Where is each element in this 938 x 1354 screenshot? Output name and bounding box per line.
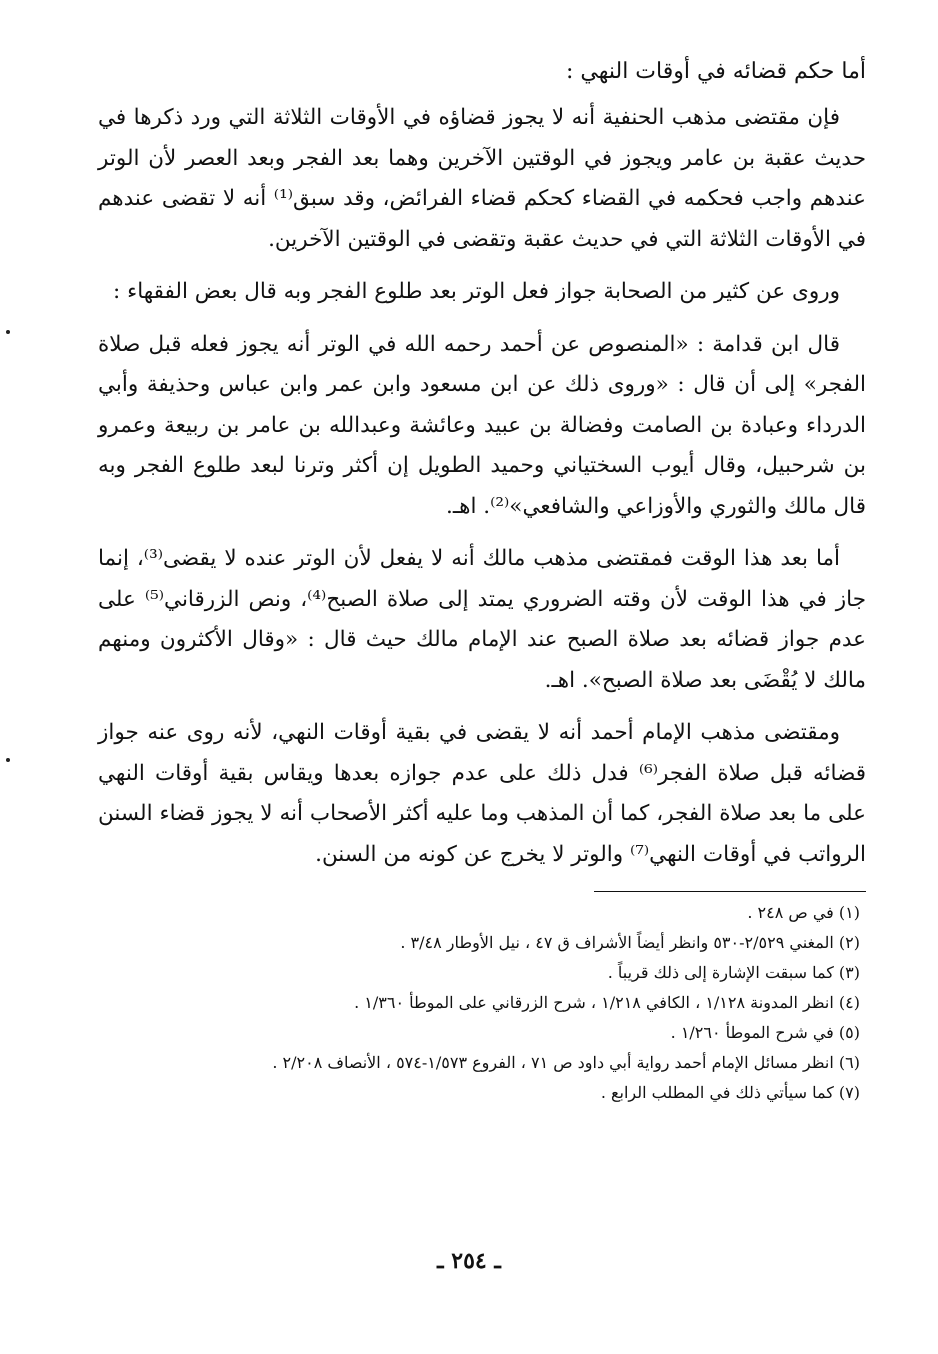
margin-mark	[6, 758, 10, 762]
margin-mark	[6, 330, 10, 334]
footnote-5: (٥) في شرح الموطأ ١/٢٦٠ .	[670, 1023, 860, 1042]
page-number: ـ ٢٥٤ ـ	[437, 1248, 501, 1274]
footnote-7: (٧) كما سيأتي ذلك في المطلب الرابع .	[600, 1083, 860, 1102]
paragraph-ibn-qudama: قال ابن قدامة : «المنصوص عن أحمد رحمه الله في الوتر أنه يجوز فعله قبل صلاة الفجر» إلى أن قال : «وروى ذلك عن ابن مسعود وابن عمر وابن عباس وحذيفة وأبي الدرداء وعبادة بن الصامت وفضالة بن عبيد وعائشة وعبدالله بن عامر بن ربيعة وعمرو بن شرحبيل، وقال أيوب السختياني وحميد الطويل إن أكثر وترنا لبعد طلوع الفجر وبه قال مالك والثوري والأوزاعي والشافعي»⁽²⁾. اهـ.	[98, 331, 866, 519]
footnote-4: (٤) انظر المدونة ١/١٢٨ ، الكافي ١/٢١٨ ، شرح الزرقاني على الموطأ ١/٣٦٠ .	[354, 993, 860, 1012]
footnote-1: (١) في ص ٢٤٨ .	[747, 903, 860, 922]
page-body	[98, 52, 866, 1108]
footnotes	[98, 898, 866, 1108]
footnote-2: (٢) المغني ٢/٥٢٩-٥٣٠ وانظر أيضاً الأشراف ق ٤٧ ، نيل الأوطار ٣/٤٨ .	[400, 933, 860, 952]
paragraph-hanbali: ومقتضى مذهب الإمام أحمد أنه لا يقضى في بقية أوقات النهي، لأنه روى عنه جواز قضائه قبل صلاة الفجر⁽⁶⁾ فدل ذلك على عدم جوازه بعدها ويقاس بقية أوقات النهي على ما بعد صلاة الفجر، كما أن المذهب وما عليه أكثر الأصحاب أنه لا يجوز قضاء السنن الرواتب في أوقات النهي⁽⁷⁾ والوتر لا يخرج عن كونه من السنن.	[98, 720, 866, 867]
paragraph-maliki: أما بعد هذا الوقت فمقتضى مذهب مالك أنه لا يفعل لأن الوتر عنده لا يقضى⁽³⁾، إنما جاز في هذا الوقت لأن وقته الضروري يمتد إلى صلاة الصبح⁽⁴⁾، ونص الزرقاني⁽⁵⁾ على عدم جواز قضائه بعد صلاة الصبح عند الإمام مالك حيث قال : «وقال الأكثرون ومنهم مالك لا يُقْضَى بعد صلاة الصبح». اهـ.	[98, 546, 866, 693]
paragraph-companions: وروى عن كثير من الصحابة جواز فعل الوتر بعد طلوع الفجر وبه قال بعض الفقهاء :	[113, 279, 840, 304]
footnote-6: (٦) انظر مسائل الإمام أحمد رواية أبي داود ص ٧١ ، الفروع ١/٥٧٣-٥٧٤ ، الأنصاف ٢/٢٠٨ .	[272, 1053, 860, 1072]
section-heading: أما حكم قضائه في أوقات النهي :	[565, 59, 866, 84]
paragraph-hanafi: فإن مقتضى مذهب الحنفية أنه لا يجوز قضاؤه في الأوقات الثلاثة التي ورد ذكرها في حديث عقبة بن عامر ويجوز في الوقتين الآخرين وهما بعد الفجر وبعد العصر لأن الوتر عندهم واجب فحكمه في القضاء كحكم قضاء الفرائض، وقد سبق⁽¹⁾ أنه لا تقضى عندهم في الأوقات الثلاثة التي في حديث عقبة وتقضى في الوقتين الآخرين.	[98, 105, 866, 252]
footnote-3: (٣) كما سبقت الإشارة إلى ذلك قريباً .	[607, 963, 860, 982]
footnote-divider	[594, 891, 866, 892]
